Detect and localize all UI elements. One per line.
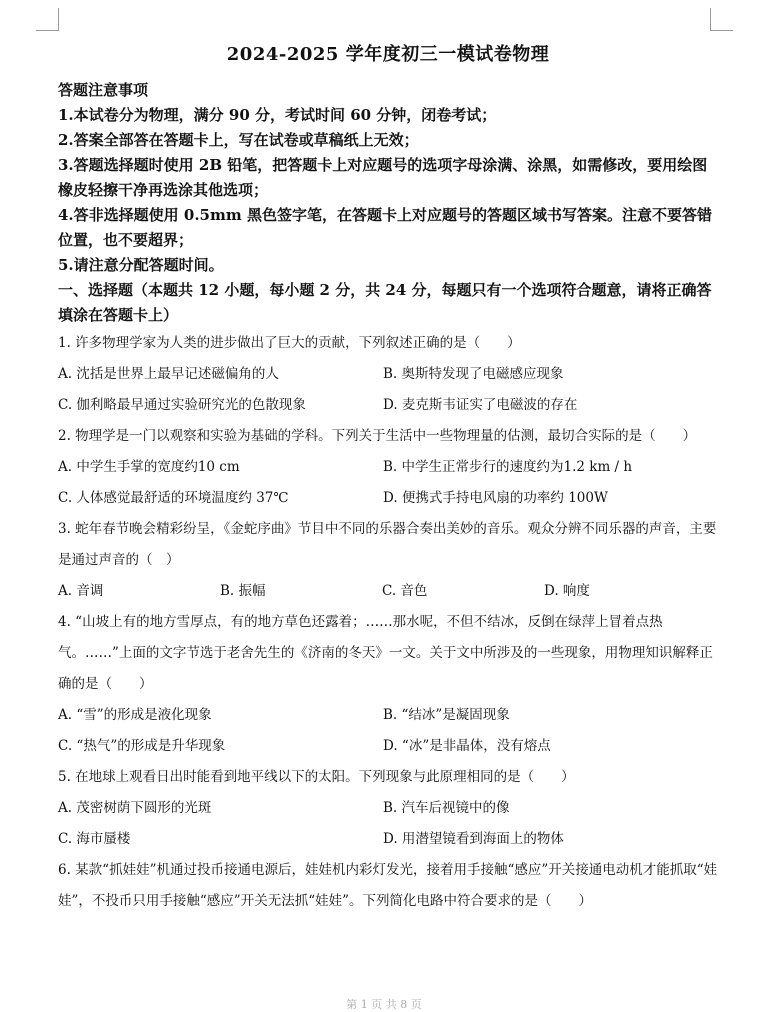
- option-d: D. “冰”是非晶体，没有熔点: [383, 738, 551, 754]
- crop-mark-right: [710, 8, 733, 31]
- option-a: A. 音调: [58, 583, 104, 599]
- option-c: C. 音色: [382, 583, 428, 599]
- option-c: C. 人体感觉最舒适的环境温度约 37℃: [58, 490, 289, 506]
- question-1: [58, 328, 718, 421]
- question-stem: 5. 在地球上观看日出时能看到地平线以下的太阳。下列现象与此原理相同的是（ ）: [58, 769, 575, 785]
- option-c: C. 海市蜃楼: [58, 831, 131, 847]
- question-5: [58, 762, 718, 855]
- page-footer: 第 1 页 共 8 页: [346, 998, 422, 1011]
- option-list: [58, 452, 718, 514]
- option-a: A. 茂密树荫下圆形的光斑: [58, 800, 212, 816]
- notice-block: [58, 78, 718, 278]
- question-6: [58, 855, 718, 917]
- question-stem: 6. 某款“抓娃娃”机通过投币接通电源后，娃娃机内彩灯发光，接着用手接触“感应”开关接通电动机才能抓取“娃娃”，不投币只用手接触“感应”开关无法抓“娃娃”。下列简化电路中符合要求的是（ ）: [58, 862, 718, 909]
- exam-page: [58, 40, 718, 917]
- notice-item: 2.答案全部答在答题卡上，写在试卷或草稿纸上无效；: [58, 131, 419, 149]
- question-3: [58, 514, 718, 607]
- question-stem: 2. 物理学是一门以观察和实验为基础的学科。下列关于生活中一些物理量的估测，最切合实际的是（ ）: [58, 428, 697, 444]
- page-title: 2024-2025 学年度初三一模试卷物理: [226, 44, 550, 65]
- option-b: B. “结冰”是凝固现象: [383, 707, 510, 723]
- notice-heading: 答题注意事项: [58, 81, 149, 99]
- option-b: B. 中学生正常步行的速度约为1.2 km / h: [383, 459, 633, 475]
- option-b: B. 振幅: [220, 583, 266, 599]
- notice-item: 1.本试卷分为物理，满分 90 分，考试时间 60 分钟，闭卷考试；: [58, 106, 497, 124]
- crop-mark-left: [36, 8, 59, 31]
- option-a: A. 中学生手掌的宽度约10 cm: [58, 459, 240, 475]
- option-d: D. 用潜望镜看到海面上的物体: [383, 831, 564, 847]
- notice-item: 3.答题选择题时使用 2B 铅笔，把答题卡上对应题号的选项字母涂满、涂黑，如需修改，要用绘图橡皮轻擦干净再选涂其他选项；: [58, 156, 708, 199]
- option-a: A. “雪”的形成是液化现象: [58, 707, 212, 723]
- option-d: D. 麦克斯韦证实了电磁波的存在: [383, 397, 578, 413]
- notice-item: 5.请注意分配答题时间。: [58, 256, 224, 274]
- option-d: D. 响度: [544, 583, 590, 599]
- option-c: C. “热气”的形成是升华现象: [58, 738, 226, 754]
- section-heading: 一、选择题（本题共 12 小题，每小题 2 分，共 24 分，每题只有一个选项符合题意，请将正确答填涂在答题卡上）: [58, 281, 712, 324]
- question-4: [58, 607, 718, 762]
- notice-item: 4.答非选择题使用 0.5mm 黑色签字笔，在答题卡上对应题号的答题区域书写答案。注意不要答错位置，也不要超界；: [58, 206, 712, 249]
- option-list: [58, 700, 718, 762]
- question-2: [58, 421, 718, 514]
- option-b: B. 奥斯特发现了电磁感应现象: [383, 366, 564, 382]
- option-b: B. 汽车后视镜中的像: [383, 800, 510, 816]
- option-a: A. 沈括是世界上最早记述磁偏角的人: [58, 366, 279, 382]
- option-list: [58, 359, 718, 421]
- question-stem: 3. 蛇年春节晚会精彩纷呈，《金蛇序曲》节目中不同的乐器合奏出美妙的音乐。观众分辨不同乐器的声音，主要是通过声音的（ ）: [58, 521, 717, 568]
- option-list: [58, 576, 718, 607]
- question-stem: 4. “山坡上有的地方雪厚点，有的地方草色还露着；……那水呢，不但不结冰，反倒在绿萍上冒着点热气。……”上面的文字节选于老舍先生的《济南的冬天》一文。关于文中所涉及的一些现象，用物理知识解释正确的是（ ）: [58, 614, 713, 692]
- option-list: [58, 793, 718, 855]
- option-d: D. 便携式手持电风扇的功率约 100W: [383, 490, 608, 506]
- question-stem: 1. 许多物理学家为人类的进步做出了巨大的贡献，下列叙述正确的是（ ）: [58, 335, 521, 351]
- option-c: C. 伽利略最早通过实验研究光的色散现象: [58, 397, 306, 413]
